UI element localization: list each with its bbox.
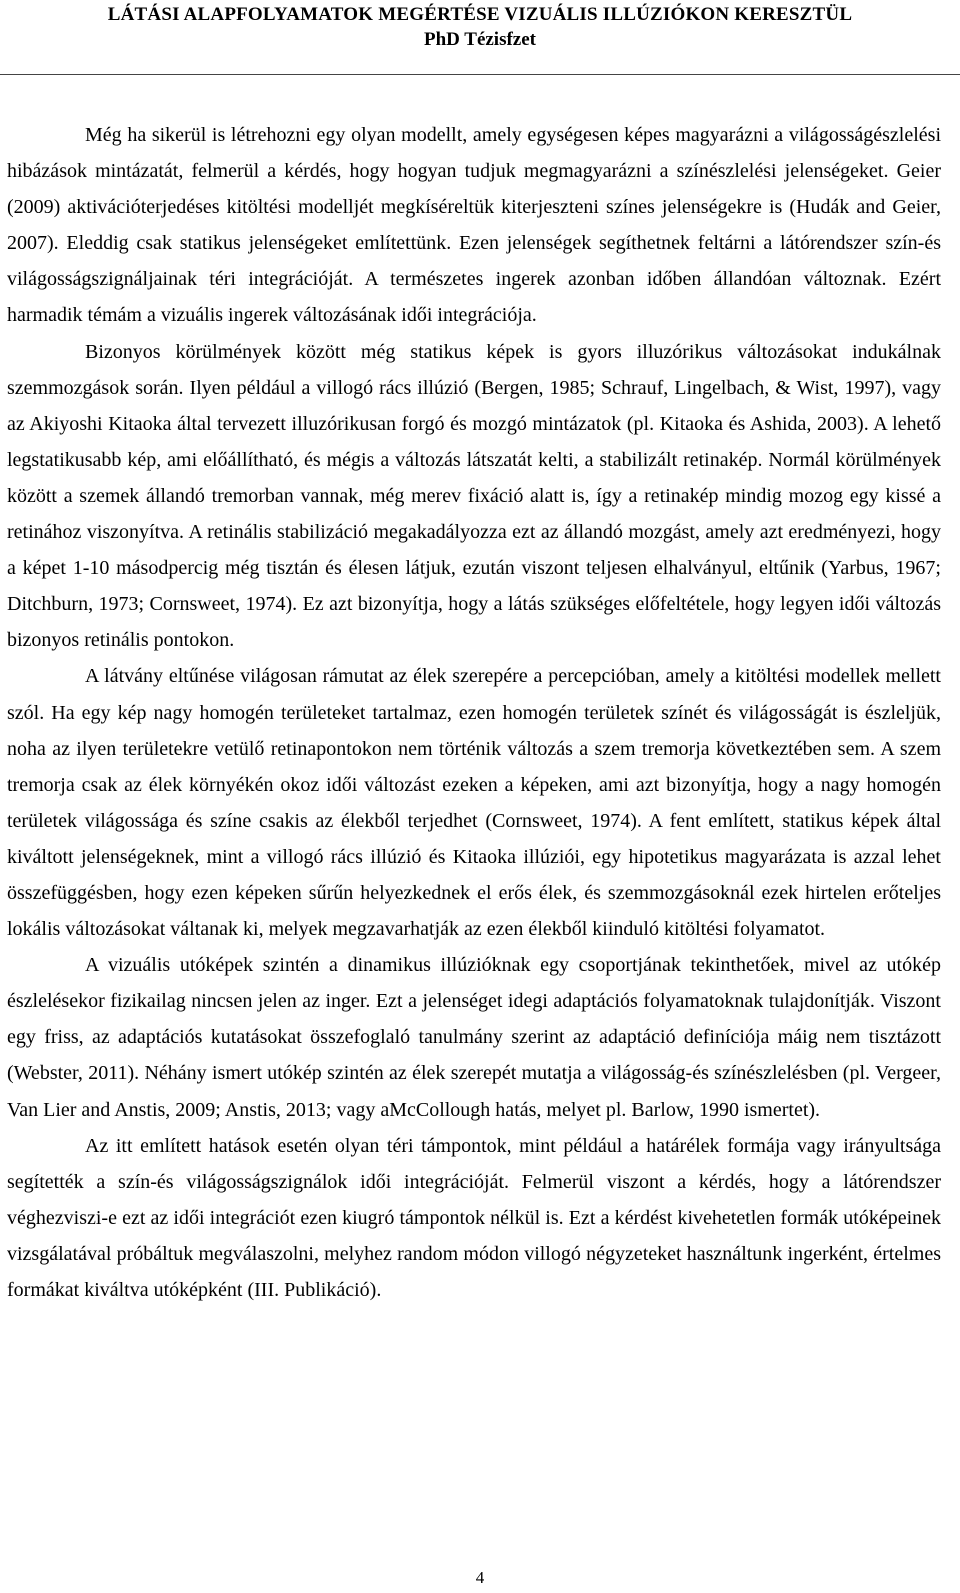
header-subtitle: PhD Tézisfzet <box>423 29 537 50</box>
page-number: 4 <box>475 1568 485 1587</box>
header-title: LÁTÁSI ALAPFOLYAMATOK MEGÉRTÉSE VIZUÁLIS ILLÚZIÓKON KERESZTÜL <box>107 4 853 25</box>
paragraph: A vizuális utóképek szintén a dinamikus illúzióknak egy csoportjának tekinthetőek, mivel az utókép észlelésekor fizikailag nincsen jelen az inger. Ezt a jelenséget idegi adaptációs folyamatoknak tulajdonítják. Viszont egy friss, az adaptációs kutatásokat összefoglaló tanulmány szerint az adaptáció definíciója máig nem tisztázott (Webster, 2011). Néhány ismert utókép szintén az élek szerepét mutatja a világosság-és színészlelésben (pl. Vergeer, Van Lier and Anstis, 2009; Anstis, 2013; vagy aMcCollough hatás, melyet pl. Barlow, 1990 ismertet). <box>7 954 941 1121</box>
header-divider <box>0 74 960 75</box>
paragraph: Még ha sikerül is létrehozni egy olyan modellt, amely egységesen képes magyarázni a világosságészlelési hibázások mintázatát, felmerül a kérdés, hogy hogyan tudjuk megmagyarázni a színészlelési jelenségeket. Geier (2009) aktivációterjedéses kitöltési modelljét megkíséreltük kiterjeszteni színes jelenségekre is (Hudák and Geier, 2007). Eleddig csak statikus jelenségeket említettünk. Ezen jelenségek segíthetnek feltárni a látórendszer szín-és világosságszignáljainak téri integrációját. A természetes ingerek azonban időben állandóan változnak. Ezért harmadik témám a vizuális ingerek változásának idői integrációja. <box>7 124 941 327</box>
body-text <box>7 117 941 1308</box>
paragraph: Az itt említett hatások esetén olyan téri támpontok, mint például a határélek formája vagy irányultsága segítették a szín-és világosságszignálok idői integrációját. Felmerül viszont a kérdés, hogy a látórendszer véghezviszi-e ezt az idői integrációt ezen kiugró támpontok nélkül is. Ezt a kérdést kivehetetlen formák utóképeinek vizsgálatával próbáltuk megválaszolni, melyhez random módon villogó négyzeteket használtunk ingerként, értelmes formákat kiváltva utóképként (III. Publikáció). <box>7 1134 941 1301</box>
paragraph: Bizonyos körülmények között még statikus képek is gyors illuzórikus változásokat indukálnak szemmozgások során. Ilyen például a villogó rács illúzió (Bergen, 1985; Schrauf, Lingelbach, & Wist, 1997), vagy az Akiyoshi Kitaoka által tervezett illuzórikusan forgó és mozgó mintázatok (pl. Kitaoka és Ashida, 2003). A lehető legstatikusabb kép, ami előállítható, és mégis a változás látszatát kelti, a stabilizált retinakép. Normál körülmények között a szemek állandó tremorban vannak, még merev fixáció alatt is, így a retinakép mindig mozog egy kissé a retinához viszonyítva. A retinális stabilizáció megakadályozza ezt az állandó mozgást, amely azt eredményezi, hogy a képet 1-10 másodpercig még tisztán és élesen látjuk, ezután viszont teljesen elhalványul, eltűnik (Yarbus, 1967; Ditchburn, 1973; Cornsweet, 1974). Ez azt bizonyítja, hogy a látás szükséges előfeltétele, hogy legyen idői változás bizonyos retinális pontokon. <box>7 340 941 652</box>
paragraph: A látvány eltűnése világosan rámutat az élek szerepére a percepcióban, amely a kitöltési modellek mellett szól. Ha egy kép nagy homogén területeket tartalmaz, ezen homogén területek színét és világosságát is észleljük, noha az ilyen területekre vetülő retinapontokon nem történik változás a szem tremorja következtében sem. A szem tremorja csak az élek környékén okoz idői változást ezeken a képeken, ami azt bizonyítja, hogy a nagy homogén területek világossága és színe csakis az élekből terjedhet (Cornsweet, 1974). A fent említett, statikus képek által kiváltott jelenségeknek, mint a villogó rács illúzió és Kitaoka illúziói, egy hipotetikus magyarázata is azzal lehet összefüggésben, hogy ezen képeken sűrűn helyezkednek el erős élek, és szemmozgásoknál ezek hirtelen erőteljes lokális változásokat váltanak ki, melyek megzavarhatják az ezen élekből kiinduló kitöltési folyamatot. <box>7 665 941 941</box>
